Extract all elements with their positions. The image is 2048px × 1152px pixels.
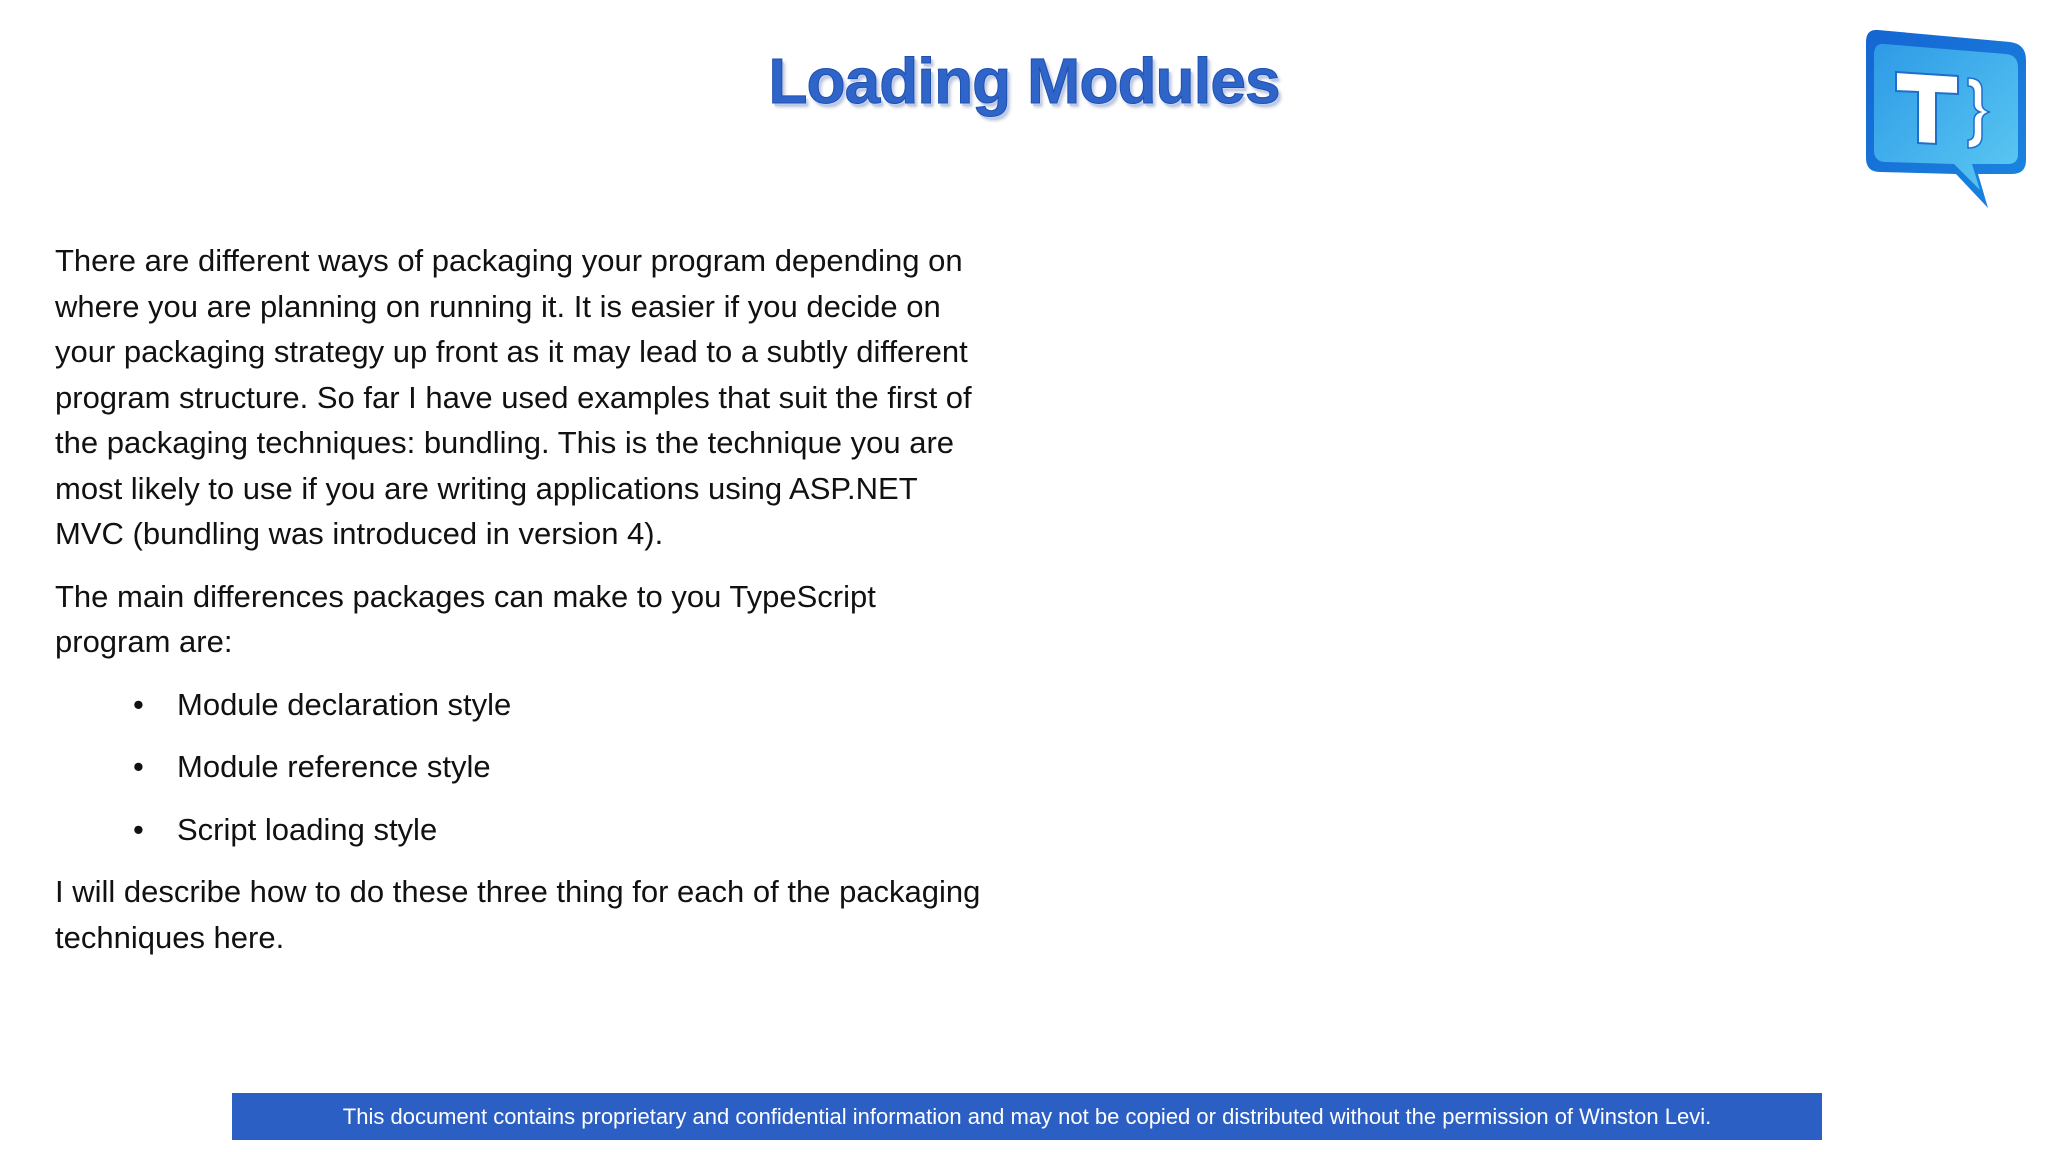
list-item <box>55 807 985 853</box>
confidentiality-footer: This document contains proprietary and confidential information and may not be copied or distributed without the permission of Winston Levi. <box>232 1093 1822 1140</box>
bullet-icon: • <box>133 686 144 722</box>
intro-paragraph: There are different ways of packaging your program depending on where you are planning on running it. It is easier if you decide on your packaging strategy up front as it may lead to a subtly different program structure. So far I have used examples that suit the first of the packaging techniques: bundling. This is the technique you are most likely to use if you are writing applications using ASP.NET MVC (bundling was introduced in version 4). <box>55 243 972 551</box>
list-item <box>55 682 985 728</box>
typescript-logo-icon <box>1860 28 2028 210</box>
list-item <box>55 744 985 790</box>
differences-list <box>55 682 985 853</box>
bullet-icon: • <box>133 749 144 784</box>
list-item-text: Module declaration style <box>177 686 512 722</box>
closing-paragraph: I will describe how to do these three thing for each of the packaging techniques here. <box>55 874 981 955</box>
differences-paragraph: The main differences packages can make to you TypeScript program are: <box>55 578 876 659</box>
slide-body <box>55 238 985 977</box>
bullet-icon: • <box>133 811 144 847</box>
list-item-text: Module reference style <box>177 749 491 784</box>
slide-title: Loading Modules <box>768 45 1280 117</box>
list-item-text: Script loading style <box>177 811 438 847</box>
